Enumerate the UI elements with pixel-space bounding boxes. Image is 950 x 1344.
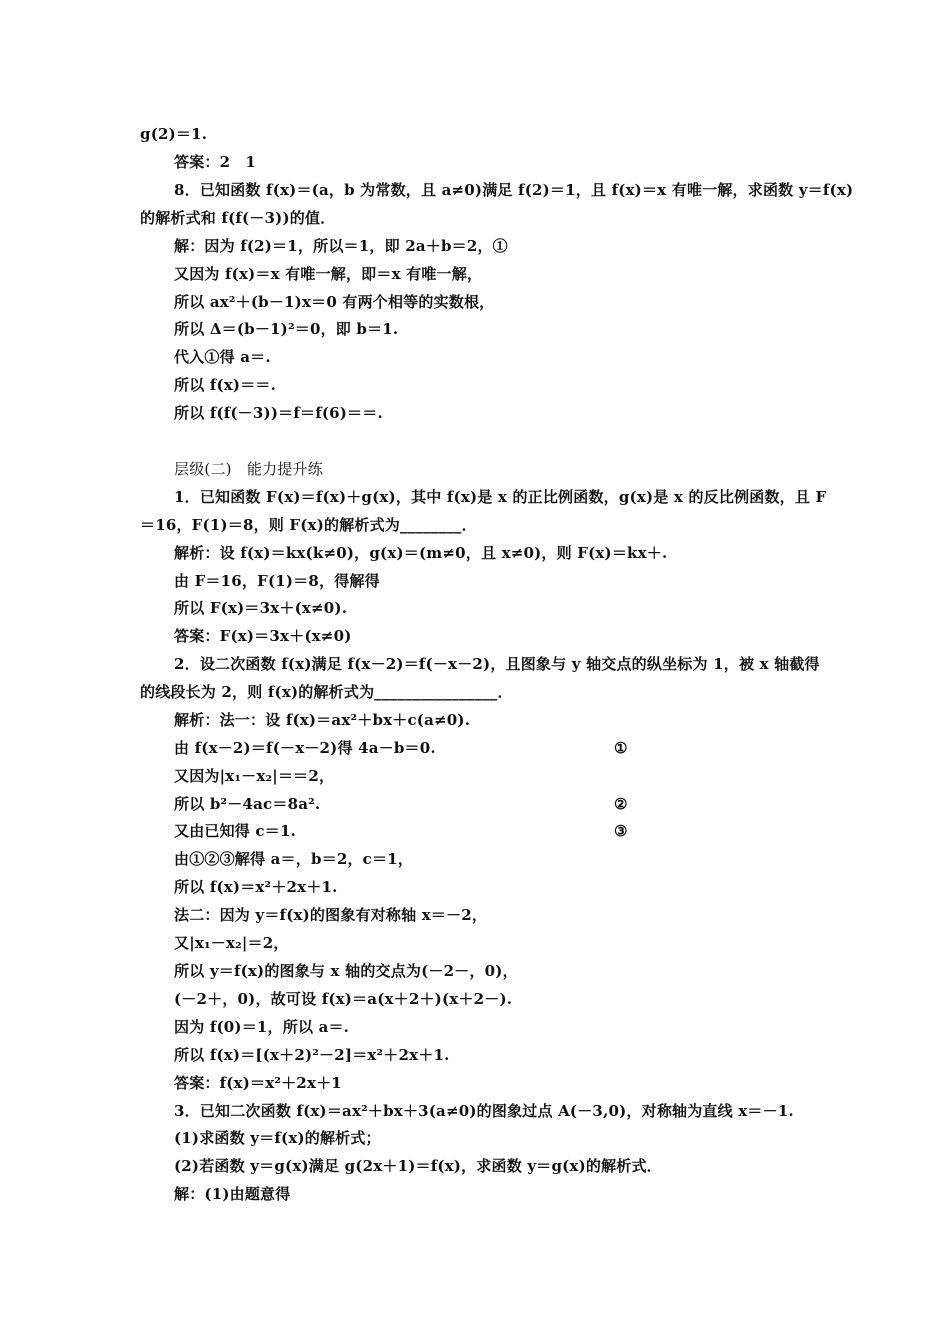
analysis-line: 又由已知得 c＝1. [174, 822, 297, 840]
method-two-line: 法二：因为 y＝f(x)的图象有对称轴 x＝－2， [174, 906, 488, 924]
solution-line: 所以 f(x)＝＝. [174, 376, 277, 394]
equation-mark-1: ① [614, 739, 628, 757]
problem-8-line-1: 8．已知函数 f(x)＝(a，b 为常数，且 a≠0)满足 f(2)＝1，且 f(x)＝x 有唯一解，求函数 y＝f(x) [174, 181, 854, 199]
analysis-line: 所以 f(x)＝x²＋2x＋1. [174, 878, 338, 896]
analysis-line: 所以 F(x)＝3x＋(x≠0). [174, 599, 348, 617]
analysis-line: 又|x₁－x₂|＝2， [174, 934, 289, 952]
solution-line: 所以 Δ＝(b－1)²＝0，即 b＝1. [174, 320, 399, 338]
analysis-line: 由①②③解得 a＝，b＝2，c＝1， [174, 850, 414, 868]
solution-line: 解：(1)由题意得 [174, 1185, 291, 1203]
analysis-line: 解析：法一：设 f(x)＝ax²＋bx＋c(a≠0). [174, 711, 471, 729]
problem-3-part-1: (1)求函数 y＝f(x)的解析式； [174, 1129, 381, 1147]
equation-mark-2: ② [614, 795, 628, 813]
solution-line: 解：因为 f(2)＝1，所以＝1，即 2a＋b＝2，① [174, 237, 508, 255]
answer-line: 答案：2 1 [174, 153, 257, 171]
solution-line: 又因为 f(x)＝x 有唯一解，即＝x 有唯一解， [174, 265, 483, 283]
problem-2-line-2: 的线段长为 2，则 f(x)的解析式为________________． [140, 683, 513, 701]
analysis-line: 由 F＝16，F(1)＝8，得解得 [174, 572, 380, 590]
analysis-line: (－2＋，0)，故可设 f(x)＝a(x＋2＋)(x＋2－). [174, 990, 513, 1008]
problem-8-line-2: 的解析式和 f(f(－3))的值． [140, 209, 336, 227]
solution-line: 所以 ax²＋(b－1)x＝0 有两个相等的实数根， [174, 293, 495, 311]
analysis-line: 又因为|x₁－x₂|＝＝2， [174, 767, 335, 785]
analysis-line: 因为 f(0)＝1，所以 a＝. [174, 1018, 350, 1036]
equation-mark-3: ③ [614, 822, 628, 840]
problem-2-line-1: 2．设二次函数 f(x)满足 f(x－2)＝f(－x－2)，且图象与 y 轴交点的纵坐标为 1，被 x 轴截得 [174, 655, 820, 673]
problem-3-part-2: (2)若函数 y＝g(x)满足 g(2x＋1)＝f(x)，求函数 y＝g(x)的解析式． [174, 1157, 662, 1175]
analysis-line: 所以 y＝f(x)的图象与 x 轴的交点为(－2－，0)， [174, 962, 518, 980]
section-heading: 层级(二) 能力提升练 [174, 460, 323, 478]
problem-1-line-2: ＝16，F(1)＝8，则 F(x)的解析式为________． [140, 516, 477, 534]
answer-line: 答案：F(x)＝3x＋(x≠0) [174, 627, 352, 645]
solution-line: 所以 f(f(－3))＝f＝f(6)＝＝. [174, 404, 383, 422]
analysis-line: 解析：设 f(x)＝kx(k≠0)，g(x)＝(m≠0，且 x≠0)，则 F(x)＝kx＋. [174, 544, 668, 562]
problem-3-line-1: 3．已知二次函数 f(x)＝ax²＋bx＋3(a≠0)的图象过点 A(－3,0)，对称轴为直线 x＝－1. [174, 1102, 794, 1120]
analysis-line: 所以 b²－4ac＝8a². [174, 795, 321, 813]
problem-1-line-1: 1．已知函数 F(x)＝f(x)＋g(x)，其中 f(x)是 x 的正比例函数，g(x)是 x 的反比例函数，且 F [174, 488, 827, 506]
answer-line: 答案：f(x)＝x²＋2x＋1 [174, 1074, 342, 1092]
solution-line: 代入①得 a＝. [174, 348, 271, 366]
text-line: g(2)＝1. [140, 125, 208, 143]
analysis-line: 由 f(x－2)＝f(－x－2)得 4a－b＝0. [174, 739, 436, 757]
analysis-line: 所以 f(x)＝[(x＋2)²－2]＝x²＋2x＋1. [174, 1046, 450, 1064]
